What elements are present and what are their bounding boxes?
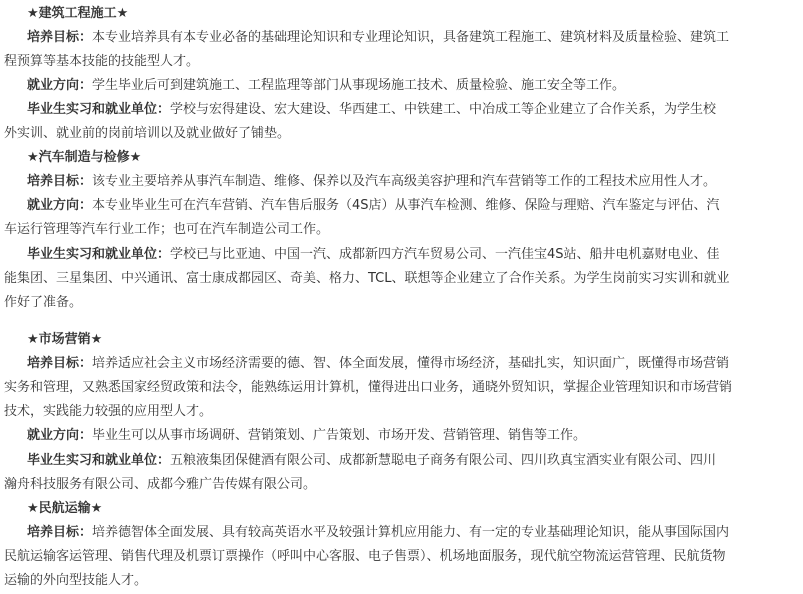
- section-title-construction: ★建筑工程施工★: [27, 6, 129, 21]
- goal-paragraph: [27, 352, 803, 376]
- career-paragraph: [27, 194, 803, 218]
- goal-label: 培养目标：: [27, 525, 93, 540]
- intern-paragraph: [27, 449, 803, 473]
- goal-text: 培养德智体全面发展、具有较高英语水平及较强计算机应用能力、有一定的专业基础理论知识，能从事国际国内: [92, 525, 730, 540]
- intern-text-continued: 能集团、三星集团、中兴通讯、富士康成都园区、奇美、格力、TCL、联想等企业建立了合作关系。为学生岗前实习实训和就业: [4, 271, 730, 286]
- section-title-marketing: ★市场营销★: [27, 332, 103, 347]
- intern-text: 学校与宏得建设、宏大建设、华西建工、中铁建工、中冶成工等企业建立了合作关系，为学生校: [170, 102, 717, 117]
- goal-label: 培养目标：: [27, 356, 93, 371]
- career-paragraph: [27, 74, 803, 98]
- goal-text-continued: 程预算等基本技能的技能型人才。: [4, 54, 200, 69]
- intern-text-continued: 瀚舟科技服务有限公司、成都今雅广告传媒有限公司。: [4, 477, 317, 492]
- career-text-continued: 车运行管理等汽车行业工作；也可在汽车制造公司工作。: [4, 222, 330, 237]
- intern-label: 毕业生实习和就业单位：: [27, 247, 171, 262]
- career-text: 学生毕业后可到建筑施工、工程监理等部门从事现场施工技术、质量检验、施工安全等工作。: [92, 78, 626, 93]
- goal-text-continued: 技术，实践能力较强的应用型人才。: [4, 404, 213, 419]
- goal-label: 培养目标：: [27, 30, 93, 45]
- goal-paragraph: [27, 26, 803, 50]
- goal-paragraph: [27, 170, 803, 194]
- career-label: 就业方向：: [27, 198, 93, 213]
- goal-paragraph: [27, 521, 803, 545]
- section-title-automotive: ★汽车制造与检修★: [27, 150, 142, 165]
- intern-text-continued: 外实训、就业前的岗前培训以及就业做好了铺垫。: [4, 126, 291, 141]
- section-title-civil-aviation: ★民航运输★: [27, 501, 103, 516]
- goal-text: 本专业培养具有本专业必备的基础理论知识和专业理论知识，具备建筑工程施工、建筑材料及质量检验、建筑工: [92, 30, 730, 45]
- goal-label: 培养目标：: [27, 174, 93, 189]
- goal-text: 培养适应社会主义市场经济需要的德、智、体全面发展，懂得市场经济，基础扎实，知识面广，既懂得市场营销: [92, 356, 730, 371]
- career-text: 本专业毕业生可在汽车营销、汽车售后服务（4S店）从事汽车检测、维修、保险与理赔、汽车鉴定与评估、汽: [92, 198, 720, 213]
- goal-text: 该专业主要培养从事汽车制造、维修、保养以及汽车高级美容护理和汽车营销等工作的工程技术应用性人才。: [92, 174, 717, 189]
- goal-text-continued: 实务和管理，又熟悉国家经贸政策和法令，能熟练运用计算机，懂得进出口业务，通晓外贸知识，掌握企业管理知识和市场营销: [4, 380, 733, 395]
- career-label: 就业方向：: [27, 428, 93, 443]
- career-paragraph: [27, 424, 803, 448]
- career-text: 毕业生可以从事市场调研、营销策划、广告策划、市场开发、营销管理、销售等工作。: [92, 428, 587, 443]
- intern-paragraph: [27, 243, 803, 267]
- intern-text: 学校已与比亚迪、中国一汽、成都新四方汽车贸易公司、一汽佳宝4S站、船井电机嘉财电业、佳: [170, 247, 720, 262]
- intern-label: 毕业生实习和就业单位：: [27, 102, 171, 117]
- intern-paragraph: [27, 98, 803, 122]
- goal-text-continued: 民航运输客运管理、销售代理及机票订票操作（呼叫中心客服、电子售票）、机场地面服务，现代航空物流运营管理、民航货物: [4, 549, 726, 564]
- intern-text-continued: 作好了准备。: [4, 295, 83, 310]
- intern-label: 毕业生实习和就业单位：: [27, 453, 171, 468]
- career-label: 就业方向：: [27, 78, 93, 93]
- goal-text-continued: 运输的外向型技能人才。: [4, 573, 148, 588]
- intern-text: 五粮液集团保健酒有限公司、成都新慧聪电子商务有限公司、四川玖真宝酒实业有限公司、四川: [170, 453, 717, 468]
